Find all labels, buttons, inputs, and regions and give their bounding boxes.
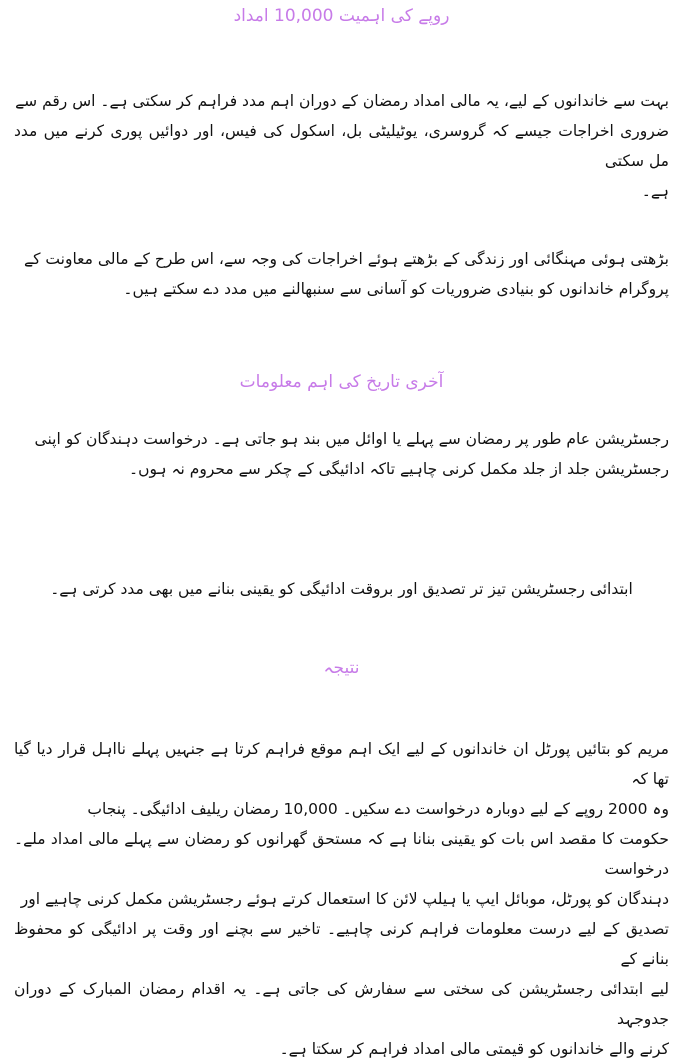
heading-conclusion: نتیجہ [323, 658, 360, 678]
paragraph-aid-usage: بہت سے خاندانوں کے لیے، یہ مالی امداد رمضان کے دوران اہم مدد فراہم کر سکتی ہے۔ اس رقم سے ضروری اخراجات جیسے کہ گروسری، یوٹیلیٹی بل، اسکول کی فیس، اور دوائیں پوری کرنے میں مدد مل سکتی ہے۔ [14, 92, 669, 200]
paragraph-inflation: بڑھتی ہوئی مہنگائی اور زندگی کے بڑھتے ہوئے اخراجات کی وجہ سے، اس طرح کے مالی معاونت کے پروگرام خاندانوں کو بنیادی ضروریات کو آسانی سے سنبھالنے میں مدد دے سکتے ہیں۔ [24, 250, 669, 298]
paragraph-early-registration: ابتدائی رجسٹریشن تیز تر تصدیق اور بروقت ادائیگی کو یقینی بنانے میں بھی مدد کرتی ہے۔ [50, 580, 633, 598]
heading-importance: روپے کی اہمیت 10,000 امداد [233, 6, 450, 26]
paragraph-registration-deadline: رجسٹریشن عام طور پر رمضان سے پہلے یا اوائل میں بند ہو جاتی ہے۔ درخواست دہندگان کو اپنی رجسٹریشن جلد از جلد مکمل کرنی چاہیے تاکہ ادائیگی کے چکر سے محروم نہ ہوں۔ [34, 430, 669, 478]
paragraph-conclusion: مریم کو بتائیں پورٹل ان خاندانوں کے لیے ایک اہم موقع فراہم کرتا ہے جنہیں پہلے نااہل قرار دیا گیا تھا کہ وہ 2000 روپے کے لیے دوبارہ درخواست دے سکیں۔ 10,000 رمضان ریلیف ادائیگی۔ پنجاب حکومت کا مقصد اس بات کو یقینی بنانا ہے کہ مستحق گھرانوں کو رمضان سے پہلے مالی امداد ملے۔ درخواست دہندگان کو پورٹل، موبائل ایپ یا ہیلپ لائن کا استعمال کرتے ہوئے رجسٹریشن مکمل کرنی چاہیے اور تصدیق کے لیے درست معلومات فراہم کرنی چاہیے۔ تاخیر سے بچنے اور وقت پر ادائیگی کو محفوظ بنانے کے لیے ابتدائی رجسٹریشن کی سختی سے سفارش کی جاتی ہے۔ یہ اقدام رمضان المبارک کے دوران جدوجہد کرنے والے خاندانوں کو قیمتی مالی امداد فراہم کر سکتا ہے۔ [14, 740, 669, 1058]
heading-deadline: آخری تاریخ کی اہم معلومات [239, 372, 444, 392]
